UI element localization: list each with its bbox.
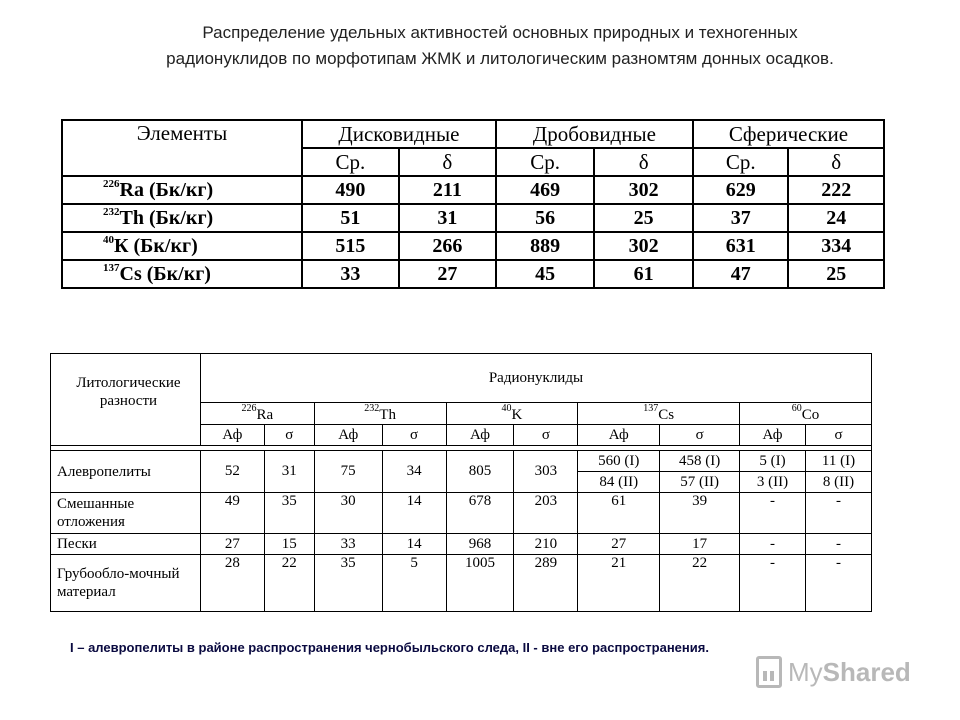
value-cell: 5 (382, 555, 446, 612)
value-cell: 33 (302, 260, 399, 288)
morphotype-table (61, 119, 885, 289)
value-cell: 57 (II) (660, 472, 740, 493)
value-cell: 222 (788, 176, 884, 204)
value-cell: 24 (788, 204, 884, 232)
value-cell: 35 (264, 493, 314, 534)
subheader-cell: δ (788, 148, 884, 176)
subheader-cell: Ср. (693, 148, 788, 176)
value-cell: 3 (II) (740, 472, 806, 493)
subheader-cell: Аф (314, 425, 382, 446)
value-cell: 266 (399, 232, 496, 260)
nuclide-header: $^{60}$Co (740, 403, 872, 425)
subheader-cell: Аф (446, 425, 514, 446)
value-cell: 49 (200, 493, 264, 534)
element-name: $^{226}$Ra (Бк/кг) (62, 176, 302, 204)
subheader-cell: σ (264, 425, 314, 446)
value-cell: 631 (693, 232, 788, 260)
lithology-table (50, 353, 872, 612)
value-cell: 27 (578, 534, 660, 555)
value-cell: 889 (496, 232, 595, 260)
subheader-cell: σ (806, 425, 872, 446)
value-cell: 61 (594, 260, 693, 288)
value-cell: - (806, 493, 872, 534)
discoid-header: Дисковидные (302, 120, 496, 148)
value-cell: 8 (II) (806, 472, 872, 493)
value-cell: 28 (200, 555, 264, 612)
subheader-cell: Аф (200, 425, 264, 446)
value-cell: 334 (788, 232, 884, 260)
value-cell: 45 (496, 260, 595, 288)
spherical-header: Сферические (693, 120, 884, 148)
slide-title (100, 20, 900, 72)
value-cell: 25 (594, 204, 693, 232)
element-name: $^{232}$Th (Бк/кг) (62, 204, 302, 232)
element-name: $^{137}$Cs (Бк/кг) (62, 260, 302, 288)
table1-header-row (62, 120, 884, 148)
value-cell: 37 (693, 204, 788, 232)
lithology-header: Литологические разности (51, 354, 201, 446)
subheader-cell: Аф (740, 425, 806, 446)
value-cell: 22 (660, 555, 740, 612)
value-cell: 47 (693, 260, 788, 288)
value-cell: 211 (399, 176, 496, 204)
value-cell: 75 (314, 451, 382, 493)
value-cell: 14 (382, 493, 446, 534)
value-cell: 560 (I) (578, 451, 660, 472)
value-cell: 25 (788, 260, 884, 288)
value-cell: 302 (594, 176, 693, 204)
value-cell: - (740, 555, 806, 612)
row-name: Грубообло-мочный материал (51, 555, 201, 612)
value-cell: 203 (514, 493, 578, 534)
nuclide-header: $^{226}$Ra (200, 403, 314, 425)
value-cell: 22 (264, 555, 314, 612)
presentation-icon (756, 656, 782, 688)
subheader-cell: δ (399, 148, 496, 176)
table-row (51, 534, 872, 555)
value-cell: 27 (399, 260, 496, 288)
value-cell: 35 (314, 555, 382, 612)
table-row (62, 176, 884, 204)
table2-header-row (51, 354, 872, 403)
title-line-2: радионуклидов по морфотипам ЖМК и литологическим разномтям донных осадков. (166, 49, 834, 68)
nuclide-header: $^{137}$Cs (578, 403, 740, 425)
watermark-text: MyShared (788, 656, 911, 687)
value-cell: 15 (264, 534, 314, 555)
table-row (51, 493, 872, 534)
value-cell: 17 (660, 534, 740, 555)
value-cell: 51 (302, 204, 399, 232)
element-name: $^{40}$К (Бк/кг) (62, 232, 302, 260)
value-cell: 52 (200, 451, 264, 493)
value-cell: 11 (I) (806, 451, 872, 472)
value-cell: - (740, 534, 806, 555)
row-name: Пески (51, 534, 201, 555)
value-cell: 629 (693, 176, 788, 204)
value-cell: 5 (I) (740, 451, 806, 472)
subheader-cell: Ср. (496, 148, 595, 176)
value-cell: - (740, 493, 806, 534)
value-cell: 805 (446, 451, 514, 493)
value-cell: 678 (446, 493, 514, 534)
value-cell: 968 (446, 534, 514, 555)
subheader-cell: σ (514, 425, 578, 446)
value-cell: - (806, 534, 872, 555)
value-cell: 31 (264, 451, 314, 493)
value-cell: 30 (314, 493, 382, 534)
value-cell: 303 (514, 451, 578, 493)
subheader-cell: Ср. (302, 148, 399, 176)
value-cell: 490 (302, 176, 399, 204)
value-cell: 21 (578, 555, 660, 612)
value-cell: 84 (II) (578, 472, 660, 493)
table-row (62, 260, 884, 288)
subheader-cell: σ (660, 425, 740, 446)
value-cell: 14 (382, 534, 446, 555)
table-row (62, 204, 884, 232)
subheader-cell: Аф (578, 425, 660, 446)
value-cell: 31 (399, 204, 496, 232)
subheader-cell: σ (382, 425, 446, 446)
value-cell: 289 (514, 555, 578, 612)
value-cell: 34 (382, 451, 446, 493)
footnote: I – алевропелиты в районе распространения чернобыльского следа, II - вне его распространения. (70, 640, 709, 655)
shot-header: Дробовидные (496, 120, 693, 148)
value-cell: 56 (496, 204, 595, 232)
value-cell: 1005 (446, 555, 514, 612)
value-cell: 302 (594, 232, 693, 260)
value-cell: 458 (I) (660, 451, 740, 472)
row-name: Смешанные отложения (51, 493, 201, 534)
value-cell: 61 (578, 493, 660, 534)
nuclide-header: $^{232}$Th (314, 403, 446, 425)
value-cell: - (806, 555, 872, 612)
title-line-1: Распределение удельных активностей основных природных и техногенных (202, 23, 798, 42)
value-cell: 515 (302, 232, 399, 260)
subheader-cell: δ (594, 148, 693, 176)
radionuclides-header: Радионуклиды (200, 354, 871, 403)
elements-header: Элементы (62, 120, 302, 176)
table-row (51, 451, 872, 472)
row-name: Алевропелиты (51, 451, 201, 493)
table-row (51, 555, 872, 612)
value-cell: 33 (314, 534, 382, 555)
value-cell: 469 (496, 176, 595, 204)
value-cell: 27 (200, 534, 264, 555)
watermark-logo (756, 656, 911, 688)
value-cell: 39 (660, 493, 740, 534)
value-cell: 210 (514, 534, 578, 555)
nuclide-header: $^{40}$K (446, 403, 578, 425)
table-row (62, 232, 884, 260)
